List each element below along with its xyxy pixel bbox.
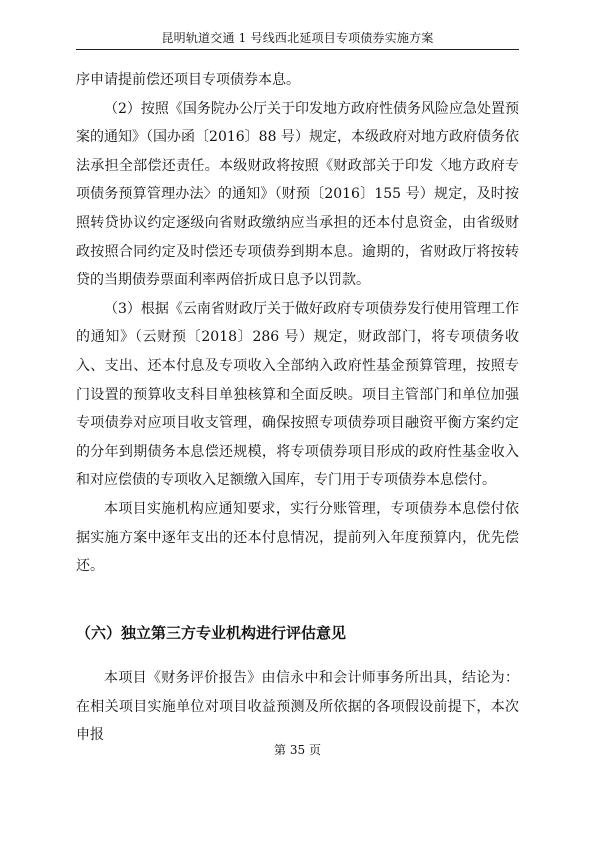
paragraph-implementation: 本项目实施机构应通知要求，实行分账管理，专项债券本息偿付依据实施方案中逐年支出的还本付息情况，提前列入年度预算内，优先偿还。 (76, 500, 519, 575)
section-body (76, 664, 519, 750)
header-divider (76, 49, 519, 50)
body-text (76, 66, 519, 581)
section-heading: （六）独立第三方专业机构进行评估意见 (76, 624, 347, 642)
paragraph-evaluation: 本项目《财务评价报告》由信永中和会计师事务所出具，结论为：在相关项目实施单位对项目收益预测及所依据的各项假设前提下，本次申报 (76, 670, 519, 744)
paragraph-continuation: 序申请提前偿还项目专项债券本息。 (76, 72, 300, 88)
page-number: 第 35 页 (274, 743, 321, 757)
running-header: 昆明轨道交通 1 号线西北延项目专项债券实施方案 (161, 31, 434, 45)
paragraph-item-2: （2）按照《国务院办公厅关于印发地方政府性债务风险应急处置预案的通知》（国办函〔2016〕88 号）规定，本级政府对地方政府债务依法承担全部偿还责任。本级财政将按照《财政部关于印发〈地方政府专项债务预算管理办法〉的通知》（财预〔2016〕155 号）规定，及时按照转贷协议约定逐级向省财政缴纳应当承担的还本付息资金，由省级财政按照合同约定及时偿还专项债券到期本息。逾期的，省财政厅将按转贷的当期债券票面利率两倍折成日息予以罚款。 (76, 100, 519, 289)
paragraph-item-3: （3）根据《云南省财政厅关于做好政府专项债券发行使用管理工作的通知》（云财预〔2018〕286 号）规定，财政部门，将专项债务收入、支出、还本付息及专项收入全部纳入政府性基金预算管理，按照专门设置的预算收支科目单独核算和全面反映。项目主管部门和单位加强专项债券对应项目收支管理，确保按照专项债券项目融资平衡方案约定的分年到期债务本息偿还规模，将专项债券项目形成的政府性基金收入和对应偿债的专项收入足额缴入国库，专门用于专项债券本息偿付。 (76, 300, 519, 489)
